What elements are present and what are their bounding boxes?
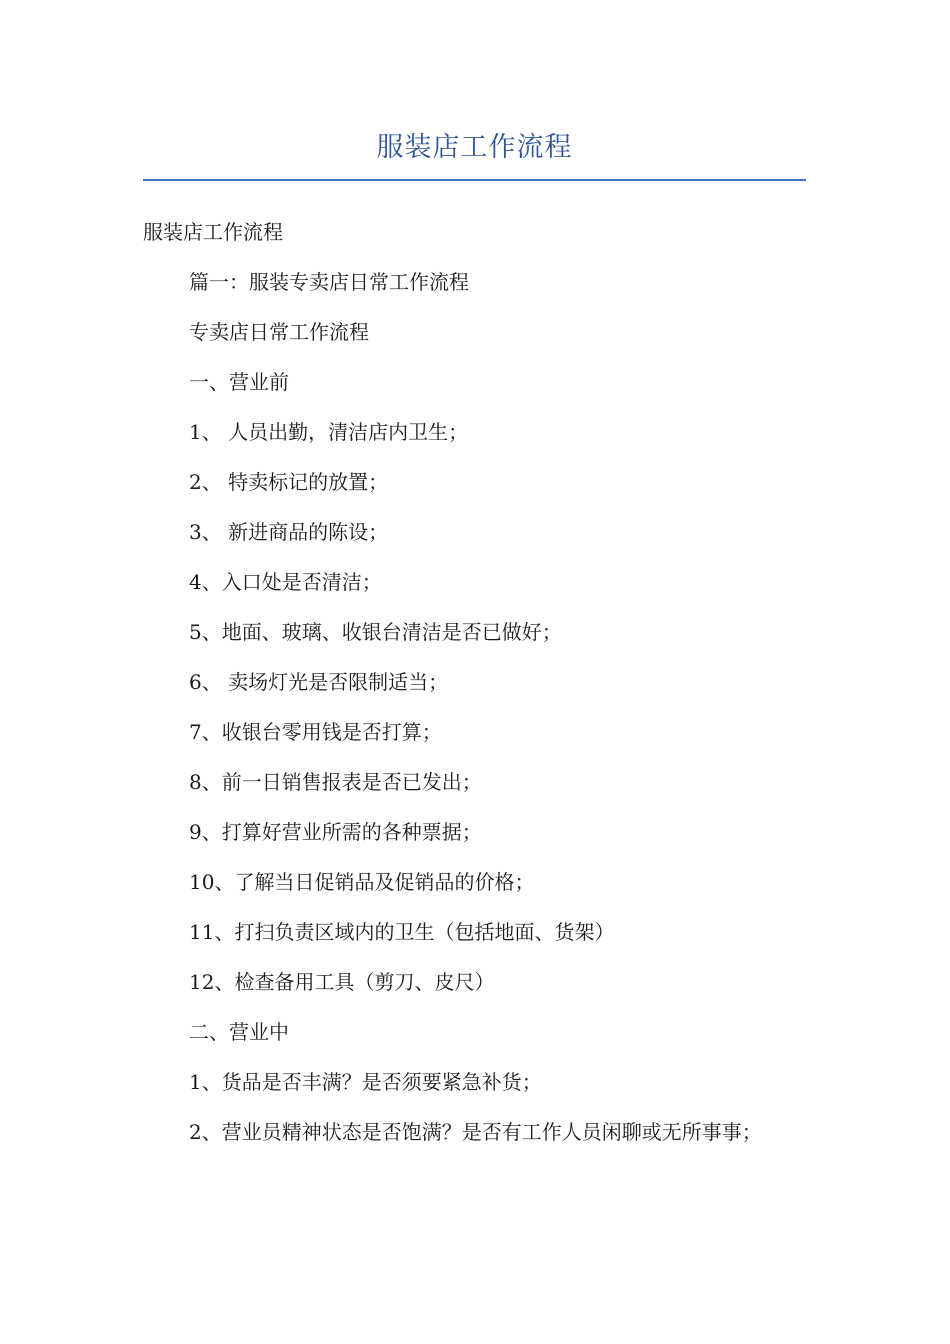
document-title: 服装店工作流程	[376, 132, 573, 163]
section-heading: 二、营业中	[189, 1020, 289, 1044]
list-item: 9、打算好营业所需的各种票据；	[189, 820, 482, 844]
list-item: 5、地面、玻璃、收银台清洁是否已做好；	[189, 620, 562, 644]
paragraph-line: 服装店工作流程	[143, 220, 283, 244]
list-item: 10、了解当日促销品及促销品的价格；	[189, 870, 535, 894]
title-underline	[143, 179, 806, 181]
list-item: 2、营业员精神状态是否饱满？是否有工作人员闲聊或无所事事；	[189, 1120, 762, 1144]
list-item: 7、收银台零用钱是否打算；	[189, 720, 442, 744]
section-heading: 一、营业前	[189, 370, 289, 394]
list-item: 6、 卖场灯光是否限制适当；	[189, 670, 449, 694]
list-item: 1、 人员出勤，清洁店内卫生；	[189, 420, 469, 444]
list-item: 11、打扫负责区域内的卫生（包括地面、货架）	[189, 920, 615, 944]
list-item: 1、货品是否丰满？是否须要紧急补货；	[189, 1070, 542, 1094]
list-item: 12、检查备用工具（剪刀、皮尺）	[189, 970, 495, 994]
list-item: 3、 新进商品的陈设；	[189, 520, 389, 544]
paragraph-line: 篇一：服装专卖店日常工作流程	[189, 270, 469, 294]
document-body	[143, 212, 823, 1162]
list-item: 4、入口处是否清洁；	[189, 570, 382, 594]
list-item: 8、前一日销售报表是否已发出；	[189, 770, 482, 794]
list-item: 2、 特卖标记的放置；	[189, 470, 389, 494]
paragraph-line: 专卖店日常工作流程	[189, 320, 369, 344]
